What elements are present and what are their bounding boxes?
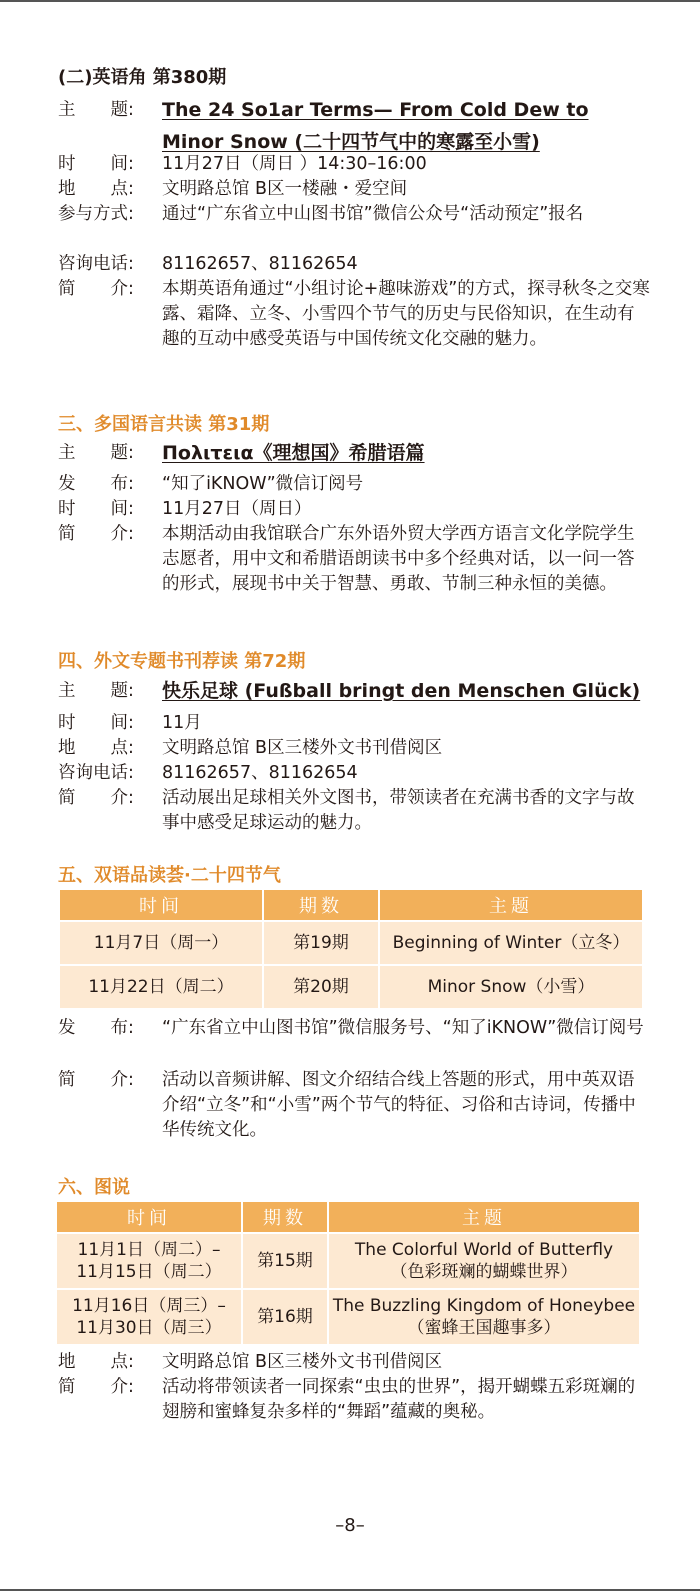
phone-value: 81162657、81162654	[162, 254, 358, 274]
time-value: 11月27日（周日）	[162, 499, 312, 519]
time-end: 11月30日（周三）	[76, 1318, 222, 1338]
time-value: 11月27日（周日 ）14:30–16:00	[162, 154, 427, 174]
table-cell-time	[56, 1289, 242, 1345]
signup-label: 参与方式:	[58, 204, 134, 224]
time-value: 11月	[162, 713, 202, 733]
intro-value: 本期英语角通过“小组讨论+趣味游戏”的方式，探寻秋冬之交寒露、霜降、立冬、小雪四个节气的历史与民俗知识，在生动有趣的互动中感受英语与中国传统文化交融的魅力。	[162, 279, 650, 349]
table-cell-issue: 第20期	[263, 965, 379, 1009]
intro-label: 简 介:	[58, 524, 134, 544]
table-cell-topic	[328, 1233, 640, 1289]
phone-label: 咨询电话:	[58, 763, 134, 783]
column-header-topic: 主题	[328, 1201, 640, 1233]
time-label: 时 间:	[58, 154, 134, 174]
section-multilingual-title: 三、多国语言共读 第31期	[58, 414, 270, 435]
publish-value: “广东省立中山图书馆”微信服务号、“知了iKNOW”微信订阅号	[162, 1018, 644, 1038]
intro-value: 活动以音频讲解、图文介绍结合线上答题的形式，用中英双语介绍“立冬”和“小雪”两个节气的特征、习俗和古诗词，传播中华传统文化。	[162, 1070, 636, 1140]
table-cell-issue: 第19期	[263, 921, 379, 965]
table-cell-time: 11月7日（周一）	[59, 921, 263, 965]
section-bilingual-title: 五、双语品读荟·二十四节气	[58, 865, 281, 886]
topic-label: 主 题:	[58, 100, 134, 120]
time-start: 11月16日（周三）–	[72, 1296, 226, 1316]
publish-label: 发 布:	[58, 474, 134, 494]
signup-value: 通过“广东省立中山图书馆”微信公众号“活动预定”报名	[162, 204, 584, 224]
table-cell-topic	[328, 1289, 640, 1345]
illustrated-schedule-table	[55, 1200, 641, 1346]
intro-value: 本期活动由我馆联合广东外语外贸大学西方语言文化学院学生志愿者，用中文和希腊语朗读书中多个经典对话，以一问一答的形式，展现书中关于智慧、勇敢、节制三种永恒的美德。	[162, 524, 635, 594]
bilingual-schedule-table	[58, 888, 644, 1010]
intro-label: 简 介:	[58, 1070, 134, 1090]
intro-label: 简 介:	[58, 1377, 134, 1397]
time-label: 时 间:	[58, 499, 134, 519]
table-row	[56, 1233, 640, 1289]
topic-chinese: （蜜蜂王国趣事多）	[407, 1318, 561, 1338]
location-value: 文明路总馆 B区一楼融・爱空间	[162, 179, 408, 199]
table-cell-topic: Minor Snow（小雪）	[379, 965, 643, 1009]
page-number: –8–	[335, 1515, 365, 1536]
column-header-time: 时间	[56, 1201, 242, 1233]
topic-chinese: （色彩斑斓的蝴蝶世界）	[390, 1262, 578, 1282]
location-label: 地 点:	[58, 1352, 134, 1372]
phone-value: 81162657、81162654	[162, 763, 358, 783]
table-header-row	[56, 1201, 640, 1233]
column-header-issue: 期数	[242, 1201, 328, 1233]
topic-english: The Buzzling Kingdom of Honeybee	[332, 1296, 636, 1316]
time-start: 11月1日（周二）–	[77, 1240, 221, 1260]
topic-value: 快乐足球 (Fußball bringt den Menschen Glück)	[162, 680, 641, 702]
topic-english: The Colorful World of Butterfly	[354, 1240, 614, 1260]
top-border	[0, 0, 700, 2]
table-row	[59, 921, 643, 965]
table-cell-time: 11月22日（周二）	[59, 965, 263, 1009]
column-header-issue: 期数	[263, 889, 379, 921]
location-label: 地 点:	[58, 179, 134, 199]
time-end: 11月15日（周二）	[76, 1262, 222, 1282]
table-cell-issue: 第15期	[242, 1233, 328, 1289]
column-header-topic: 主题	[379, 889, 643, 921]
intro-value: 活动展出足球相关外文图书，带领读者在充满书香的文字与故事中感受足球运动的魅力。	[162, 788, 635, 833]
location-value: 文明路总馆 B区三楼外文书刊借阅区	[162, 738, 443, 758]
location-label: 地 点:	[58, 738, 134, 758]
table-header-row	[59, 889, 643, 921]
topic-label: 主 题:	[58, 443, 134, 463]
section-illustrated-title: 六、图说	[58, 1177, 130, 1198]
section-book-recommend-title: 四、外文专题书刊荐读 第72期	[58, 651, 306, 672]
publish-value: “知了iKNOW”微信订阅号	[162, 474, 364, 494]
intro-value: 活动将带领读者一同探索“虫虫的世界”，揭开蝴蝶五彩斑斓的翅膀和蜜蜂复杂多样的“舞蹈”蕴藏的奥秘。	[162, 1377, 636, 1422]
table-cell-issue: 第16期	[242, 1289, 328, 1345]
topic-value: The 24 So1ar Terms— From Cold Dew to Minor Snow (二十四节气中的寒露至小雪)	[162, 99, 589, 153]
publish-label: 发 布:	[58, 1018, 134, 1038]
bottom-border	[0, 1589, 700, 1591]
table-row	[59, 965, 643, 1009]
intro-label: 简 介:	[58, 279, 134, 299]
location-value: 文明路总馆 B区三楼外文书刊借阅区	[162, 1352, 443, 1372]
section-english-corner-title: (二)英语角 第380期	[58, 67, 227, 88]
phone-label: 咨询电话:	[58, 254, 134, 274]
intro-label: 简 介:	[58, 788, 134, 808]
column-header-time: 时间	[59, 889, 263, 921]
table-cell-topic: Beginning of Winter（立冬）	[379, 921, 643, 965]
table-row	[56, 1289, 640, 1345]
topic-label: 主 题:	[58, 681, 134, 701]
time-label: 时 间:	[58, 713, 134, 733]
table-cell-time	[56, 1233, 242, 1289]
topic-value: Πολιτεια《理想国》希腊语篇	[162, 442, 425, 464]
